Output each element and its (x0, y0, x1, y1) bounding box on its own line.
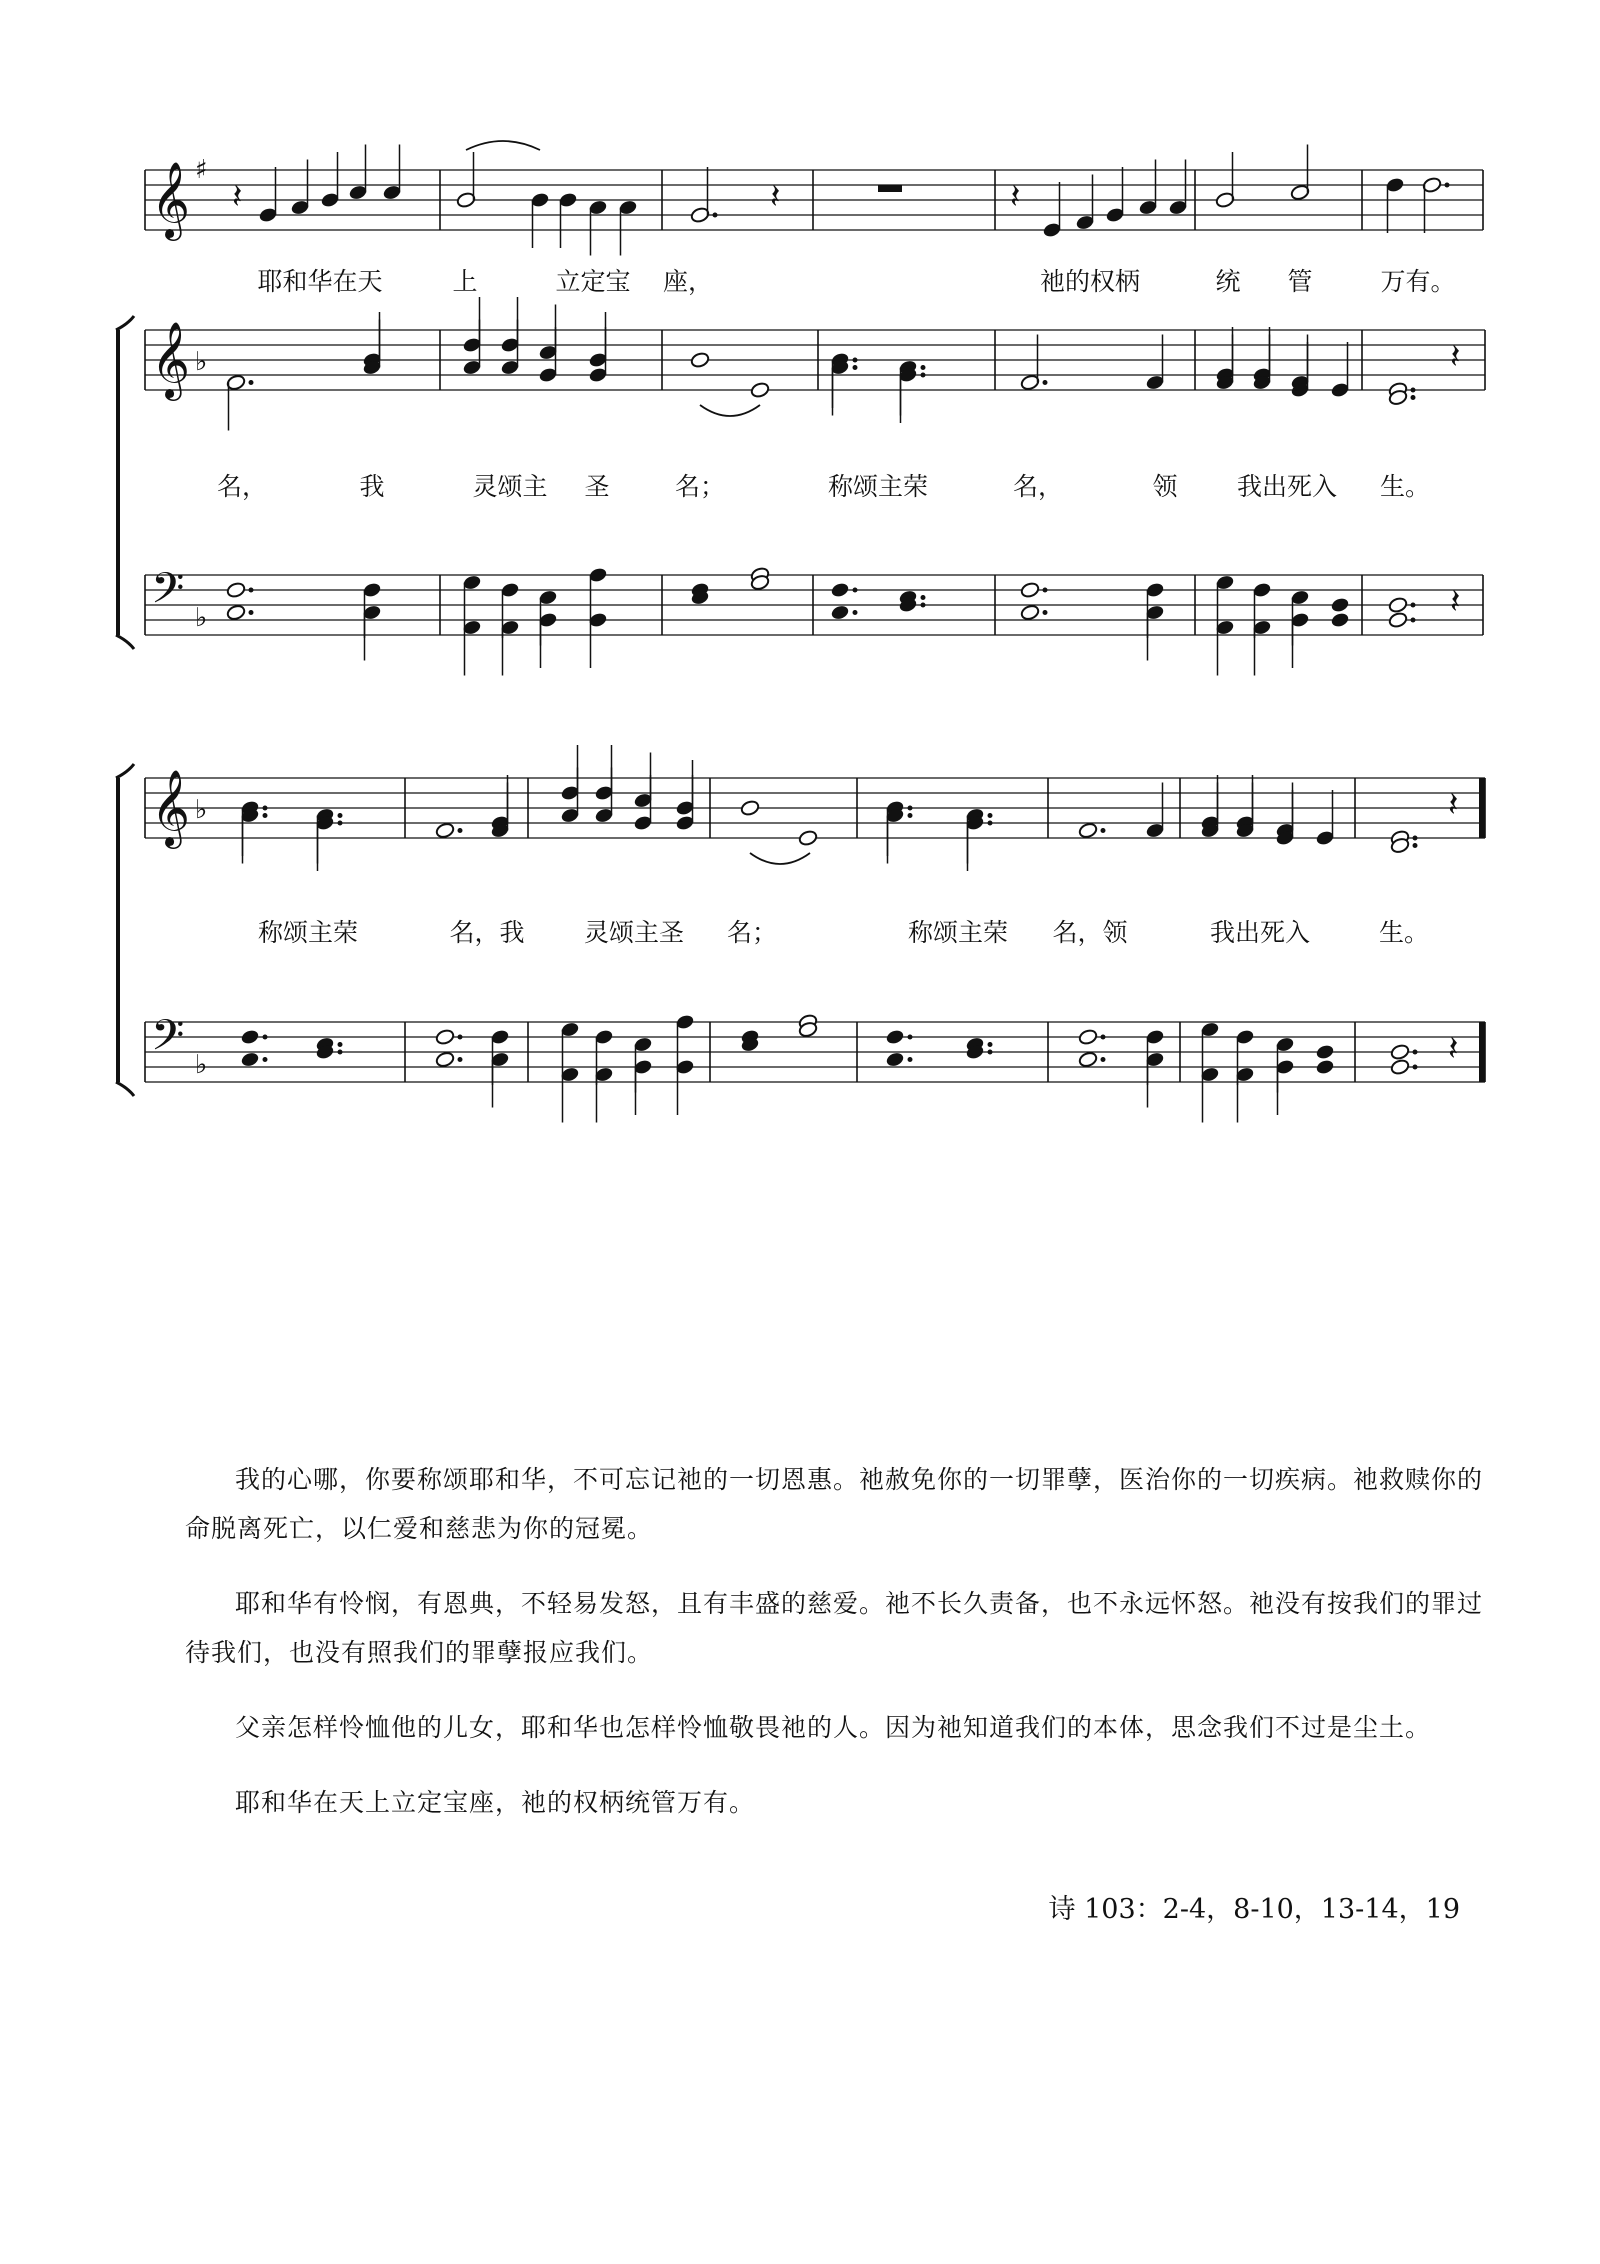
tie (750, 853, 810, 864)
flat-key-signature: ♭ (195, 795, 208, 825)
staff-sys1-melody (145, 141, 1483, 256)
quarter-rest: 𝄽 (770, 177, 781, 217)
augmentation-dot (908, 806, 913, 811)
lyric-syllable: 灵颂主圣 (583, 918, 685, 947)
augmentation-dot (988, 813, 993, 818)
lyric-syllable: 立定宝 (555, 267, 631, 296)
augmentation-dot (249, 610, 254, 615)
flat-key-signature: ♭ (195, 1050, 208, 1080)
lyric-syllable: 座， (662, 267, 714, 296)
augmentation-dot (1413, 836, 1418, 841)
augmentation-dot (263, 806, 268, 811)
note-head (885, 1051, 905, 1068)
lyric-syllable: 称颂主荣 (827, 472, 929, 501)
augmentation-dot (1411, 618, 1416, 623)
lyric-syllable: 名； (726, 918, 778, 947)
note-head (1315, 1043, 1335, 1060)
augmentation-dot (908, 1035, 913, 1040)
paragraph: 耶和华在天上立定宝座，祂的权柄统管万有。 (235, 1788, 756, 1817)
augmentation-dot (921, 373, 926, 378)
augmentation-dot (263, 813, 268, 818)
augmentation-dot (338, 813, 343, 818)
note-head (1390, 1058, 1410, 1075)
note-head (798, 829, 818, 846)
note-head (1078, 822, 1098, 839)
slur (466, 141, 540, 150)
lyric-syllable: 称颂主荣 (257, 918, 359, 947)
augmentation-dot (249, 380, 254, 385)
staff-sys2-treble (145, 745, 1485, 871)
treble-clef: 𝄞 (151, 769, 191, 846)
note-head (1078, 1028, 1098, 1045)
augmentation-dot (921, 595, 926, 600)
note-head (226, 604, 246, 621)
bracket-hook (116, 316, 134, 330)
lyric-syllable: 生。 (1379, 472, 1431, 501)
augmentation-dot (1043, 588, 1048, 593)
augmentation-dot (1101, 1057, 1106, 1062)
augmentation-dot (1043, 610, 1048, 615)
augmentation-dot (921, 365, 926, 370)
lyric-syllable: 祂的权柄 (1039, 267, 1141, 296)
augmentation-dot (1411, 388, 1416, 393)
augmentation-dot (921, 603, 926, 608)
augmentation-dot (1413, 1050, 1418, 1055)
lyric-syllable: 称颂主荣 (907, 918, 1009, 947)
paragraph: 父亲怎样怜恤他的儿女，耶和华也怎样怜恤敬畏祂的人。因为祂知道我们的本体，思念我们不过是尘土。 (235, 1713, 1432, 1742)
augmentation-dot (1043, 380, 1048, 385)
note-head (830, 604, 850, 621)
lyric-syllable: 我出死入 (1209, 918, 1311, 947)
note-head (226, 581, 246, 598)
augmentation-dot (458, 1057, 463, 1062)
augmentation-dot (263, 1057, 268, 1062)
bracket-hook (116, 764, 134, 778)
tie (700, 405, 760, 416)
lyric-syllable: 耶和华在天 (257, 267, 383, 296)
lyric-syllable: 生。 (1378, 918, 1430, 947)
note-head (1330, 596, 1350, 613)
note-head (435, 822, 455, 839)
flat-key-signature: ♭ (195, 603, 208, 633)
augmentation-dot (458, 828, 463, 833)
note-head (1330, 611, 1350, 628)
lyric-syllable: 统 (1215, 267, 1241, 296)
augmentation-dot (853, 365, 858, 370)
bass-clef: 𝄢 (151, 1011, 185, 1071)
treble-clef: 𝄞 (151, 161, 191, 238)
note-head (750, 381, 770, 398)
quarter-rest: 𝄽 (232, 177, 243, 217)
augmentation-dot (249, 588, 254, 593)
note-head (1388, 596, 1408, 613)
lyric-syllable: 我 (359, 472, 385, 501)
augmentation-dot (713, 213, 718, 218)
augmentation-dot (1411, 395, 1416, 400)
paragraph: 耶和华有怜悯，有恩典，不轻易发怒，且有丰盛的慈爱。祂不长久责备，也不永远怀怒。祂没有按我们的罪过待我们，也没有照我们的罪孽报应我们。 (185, 1589, 1484, 1667)
augmentation-dot (1413, 1065, 1418, 1070)
augmentation-dot (1101, 828, 1106, 833)
note-head (885, 1028, 905, 1045)
augmentation-dot (338, 1042, 343, 1047)
augmentation-dot (1445, 183, 1450, 188)
quarter-rest: 𝄽 (1450, 582, 1461, 622)
scripture-text (185, 1455, 1495, 1853)
augmentation-dot (853, 588, 858, 593)
lyric-syllable: 上 (452, 267, 478, 296)
scripture-citation: 诗 103：2-4，8-10，13-14，19 (1048, 1894, 1460, 1925)
staff-sys1-bass (145, 564, 1483, 676)
note-head (1078, 1051, 1098, 1068)
staff-sys2-bass (145, 1011, 1485, 1123)
note-head (435, 1028, 455, 1045)
bass-clef: 𝄢 (151, 564, 185, 624)
quarter-rest: 𝄽 (1010, 177, 1021, 217)
quarter-rest: 𝄽 (1448, 785, 1459, 825)
augmentation-dot (908, 813, 913, 818)
lyric-syllable: 名，我 (449, 918, 525, 947)
whole-rest (878, 185, 902, 192)
augmentation-dot (338, 1050, 343, 1055)
augmentation-dot (338, 821, 343, 826)
note-head (690, 351, 710, 368)
paragraph: 我的心哪，你要称颂耶和华，不可忘记祂的一切恩惠。祂赦免你的一切罪孽，医治你的一切疾病。祂救赎你的命脱离死亡，以仁爱和慈悲为你的冠冕。 (185, 1465, 1484, 1543)
note-head (1388, 611, 1408, 628)
augmentation-dot (1101, 1035, 1106, 1040)
note-head (240, 1051, 260, 1068)
note-head (830, 581, 850, 598)
note-head (1315, 1058, 1335, 1075)
quarter-rest: 𝄽 (1450, 337, 1461, 377)
note-head (1020, 581, 1040, 598)
note-head (1020, 604, 1040, 621)
note-head (435, 1051, 455, 1068)
augmentation-dot (1413, 843, 1418, 848)
note-head (740, 799, 760, 816)
lyrics-sys1-choir (0, 467, 1600, 507)
treble-clef: 𝄞 (151, 321, 191, 398)
note-head (1390, 1043, 1410, 1060)
bracket-hook (116, 1082, 134, 1096)
lyric-syllable: 管 (1287, 267, 1313, 296)
augmentation-dot (1411, 603, 1416, 608)
lyric-syllable: 圣 (584, 472, 610, 501)
staff-sys1-treble (145, 297, 1485, 431)
augmentation-dot (853, 610, 858, 615)
lyric-syllable: 我出死入 (1236, 472, 1338, 501)
lyric-syllable: 名， (216, 472, 268, 501)
augmentation-dot (988, 1050, 993, 1055)
bracket-hook (116, 635, 134, 649)
augmentation-dot (458, 1035, 463, 1040)
lyric-syllable: 名； (674, 472, 726, 501)
lyric-syllable: 名，领 (1052, 918, 1128, 947)
augmentation-dot (853, 358, 858, 363)
augmentation-dot (988, 821, 993, 826)
lyrics-sys2-choir (0, 913, 1600, 953)
lyric-syllable: 名， (1012, 472, 1064, 501)
lyrics-sys1-melody (0, 262, 1600, 302)
quarter-rest: 𝄽 (1448, 1029, 1459, 1069)
lyric-syllable: 领 (1152, 472, 1178, 501)
lyric-syllable: 万有。 (1380, 267, 1456, 296)
lyric-syllable: 灵颂主 (472, 472, 548, 501)
flat-key-signature: ♭ (195, 347, 208, 377)
sharp-key-signature: ♯ (195, 155, 208, 185)
augmentation-dot (908, 1057, 913, 1062)
augmentation-dot (263, 1035, 268, 1040)
augmentation-dot (988, 1042, 993, 1047)
note-head (240, 1028, 260, 1045)
